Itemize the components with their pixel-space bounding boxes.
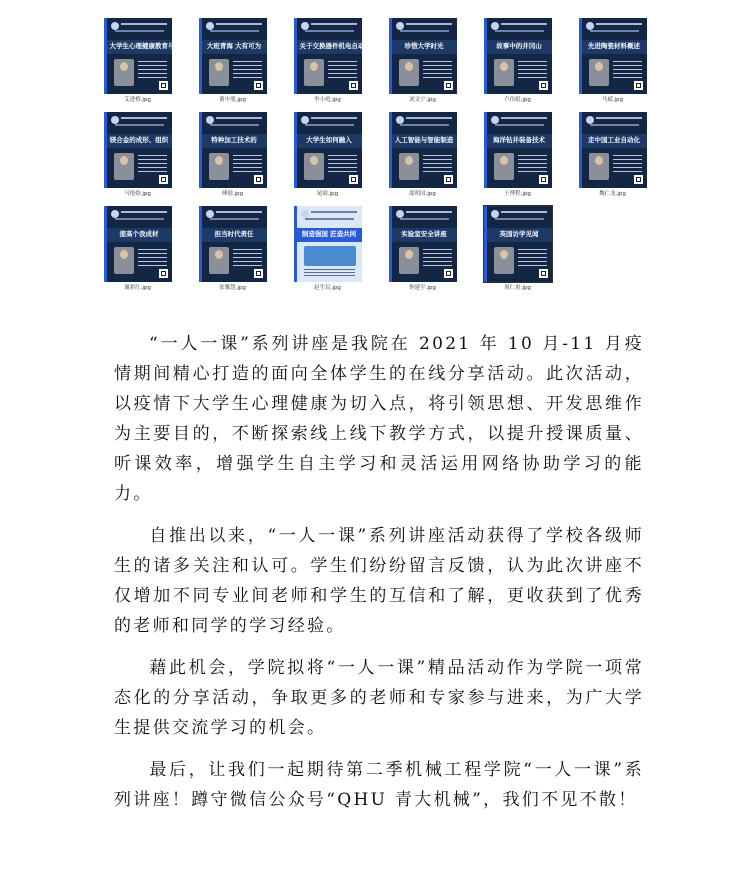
thumbnail-item[interactable] (185, 206, 280, 292)
thumbnail-item[interactable] (470, 18, 565, 104)
thumbnail-item[interactable] (280, 112, 375, 198)
file-name: 王博程.jpg (504, 191, 531, 197)
file-name: 刘文宁.jpg (409, 97, 436, 103)
poster-image: 关于交换器件机电自动 (294, 18, 362, 94)
thumbnail-item[interactable] (375, 18, 470, 104)
file-name: 周仁甫.jpg (504, 285, 531, 291)
file-name: 傅婧.jpg (221, 191, 244, 197)
file-name: 钟建平.jpg (409, 285, 436, 291)
poster-image: 制造强国 匠造共同 (294, 206, 362, 282)
thumbnail-item[interactable] (280, 18, 375, 104)
thumbnail-item[interactable] (375, 112, 470, 198)
poster-image: 提高个我成材 (104, 206, 172, 282)
file-name: 邵明国.jpg (409, 191, 436, 197)
file-name: 卢伟娟.jpg (504, 97, 531, 103)
file-name: 马斌.jpg (601, 97, 624, 103)
file-name: 赵生民.jpg (314, 285, 341, 291)
thumbnail-item[interactable] (185, 18, 280, 104)
poster-image: 走中国工业自动化 (579, 112, 647, 188)
thumbnail-gallery (90, 18, 660, 292)
poster-image: 海洋钻井装备技术 (484, 112, 552, 188)
file-name: 李小庭.jpg (314, 97, 341, 103)
file-name: 张馨慧.jpg (219, 285, 246, 291)
poster-image: 特种加工技术的 (199, 112, 267, 188)
thumbnail-item[interactable] (90, 18, 188, 104)
poster-image: 大学生如何融入 (294, 112, 362, 188)
poster-image: 大学生心理健康教育与训练 (104, 18, 172, 94)
thumbnail-item[interactable] (565, 18, 660, 104)
thumbnail-item[interactable] (470, 206, 565, 292)
paragraph: 自推出以来，“一人一课”系列讲座活动获得了学校各级师生的诸多关注和认可。学生们纷纷留言反馈，认为此次讲座不仅增加不同专业间老师和学生的互信和了解，更收获到了优秀的老师和同学的学习经验。 (114, 526, 644, 636)
paragraph: “一人一课”系列讲座是我院在 2021 年 10 月-11 月疫情期间精心打造的面向全体学生的在线分享活动。此次活动，以疫情下大学生心理健康为切入点，将引领思想、开发思维作为主要目的，不断探索线上线下教学方式，以提升授课质量、听课效率，增强学生自主学习和灵活运用网络协助学习的能力。 (114, 334, 644, 504)
thumbnail-item[interactable] (375, 206, 470, 292)
poster-image: 先进陶瓷材料概述 (579, 18, 647, 94)
article-body (114, 329, 644, 827)
file-name: 谢彩红.jpg (124, 285, 151, 291)
thumbnail-item[interactable] (90, 206, 185, 292)
paragraph: 藉此机会，学院拟将“一人一课”精品活动作为学院一项常态化的分享活动，争取更多的老师和专家参与进来，为广大学生提供交流学习的机会。 (114, 658, 644, 738)
poster-image: 担当时代责任 (199, 206, 267, 282)
file-name: 魏仁龙.jpg (599, 191, 626, 197)
file-name: 艾进桥.jpg (124, 97, 151, 103)
poster-image: 人工智能与智能制造 (389, 112, 457, 188)
thumbnail-item[interactable] (280, 206, 375, 292)
thumbnail-item[interactable] (565, 112, 660, 198)
file-name: 马艳姣.jpg (124, 191, 151, 197)
thumbnail-item[interactable] (470, 112, 565, 198)
thumbnail-item[interactable] (185, 112, 280, 198)
poster-image: 镁合金的成形、组织 (104, 112, 172, 188)
poster-image: 英国访学见闻 (484, 206, 552, 282)
poster-image: 故事中的井冈山 (484, 18, 552, 94)
file-name: 尾婧.jpg (316, 191, 339, 197)
paragraph: 最后，让我们一起期待第二季机械工程学院“一人一课”系列讲座！蹲守微信公众号“QHU 青大机械”，我们不见不散！ (114, 760, 644, 810)
poster-image: 大班青海 大有可为 (199, 18, 267, 94)
file-name: 董中朋.jpg (219, 97, 246, 103)
thumbnail-item[interactable] (90, 112, 185, 198)
poster-image: 珍惜大学时光 (389, 18, 457, 94)
poster-image: 实验室安全讲座 (389, 206, 457, 282)
